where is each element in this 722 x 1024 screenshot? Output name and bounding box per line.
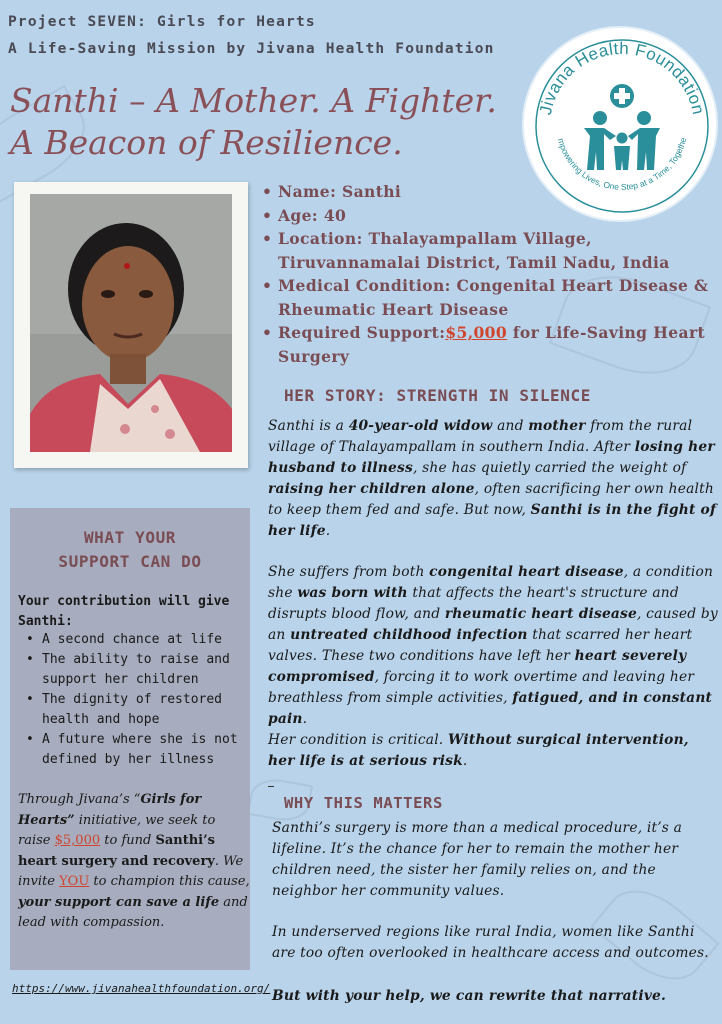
story-emphasis: losing her husband to illness xyxy=(268,439,715,476)
story-text: Her condition is critical. xyxy=(268,732,448,748)
fact-required-support xyxy=(262,321,720,368)
support-text: . We invite xyxy=(18,853,244,889)
story-text: and xyxy=(492,418,529,434)
support-emphasis: your support can save a life xyxy=(18,894,220,910)
support-amount: $5,000 xyxy=(54,833,101,848)
list-item: • A second chance at life xyxy=(24,630,246,650)
fact-condition xyxy=(262,274,720,321)
fact-location-line1: Location: Thalayampallam Village, xyxy=(278,229,592,248)
fact-location-line2: Tiruvannamalai District, Tamil Nadu, India xyxy=(278,252,670,272)
story-text: . xyxy=(462,753,468,769)
matters-paragraph-1: Santhi’s surgery is more than a medical procedure, it’s a lifeline. It’s the chance for her to remain the mother her children need, the sister her family relies on, and the neighbor her community values. xyxy=(272,820,683,899)
fact-location xyxy=(262,227,720,274)
list-item: • The dignity of restored health and hope xyxy=(24,690,246,730)
photo-frame xyxy=(14,182,248,468)
fact-support-suffix-2: Surgery xyxy=(278,346,350,366)
support-text: initiative, we seek to raise xyxy=(18,812,216,848)
story-emphasis: rheumatic heart disease xyxy=(444,606,638,622)
story-heading: HER STORY: STRENGTH IN SILENCE xyxy=(284,386,591,405)
page-title xyxy=(10,80,530,164)
matters-heading: WHY THIS MATTERS xyxy=(284,794,443,812)
story-text: , a condition she xyxy=(268,564,714,601)
support-call-to-action xyxy=(18,790,250,934)
divider xyxy=(268,786,274,787)
support-heading-line1: WHAT YOUR xyxy=(83,528,177,547)
story-text: . xyxy=(325,523,331,539)
project-subtitle: A Life-Saving Mission by Jivana Health Foundation xyxy=(8,41,495,57)
fact-name: • Name: Santhi xyxy=(262,180,720,204)
story-text: She suffers from both xyxy=(268,564,430,580)
support-text: Through Jivana’s “ xyxy=(18,792,141,807)
support-text: and lead with compassion. xyxy=(18,894,248,930)
story-emphasis: mother xyxy=(528,418,586,434)
story-text: , caused by an xyxy=(268,606,718,643)
list-item: • The ability to raise and support her children xyxy=(24,650,246,690)
logo-tagline-text: mpowering Lives, One Step at a Time, Togethe xyxy=(555,136,689,192)
profile-facts-list xyxy=(262,180,720,368)
story-text: , often sacrificing her own health to keep them fed and safe. But now, xyxy=(268,481,714,518)
matters-paragraph-2: In underserved regions like rural India, women like Santhi are too often overlooked in healthcare access and outcomes. xyxy=(272,924,709,961)
santhi-portrait-photo xyxy=(30,194,232,452)
story-text: , she has quietly carried the weight of xyxy=(412,460,687,476)
fact-age: • Age: 40 xyxy=(262,204,720,228)
project-title: Project SEVEN: Girls for Hearts xyxy=(8,14,316,30)
support-heading-line2: SUPPORT CAN DO xyxy=(58,552,202,571)
story-emphasis: was born with xyxy=(297,585,408,601)
support-heading xyxy=(10,526,250,574)
support-intro: Your contribution will give Santhi: xyxy=(18,594,230,629)
story-text: . xyxy=(302,711,308,727)
story-emphasis: untreated childhood infection xyxy=(290,627,528,643)
list-item: • A future where she is not defined by her illness xyxy=(24,730,246,770)
story-text: that scarred her heart valves. These two conditions have left her xyxy=(268,627,693,664)
fact-condition-line1: Medical Condition: Congenital Heart Disease & xyxy=(278,276,709,295)
story-emphasis: congenital heart disease xyxy=(429,564,624,580)
story-emphasis: heart severely compromised xyxy=(268,648,687,685)
story-paragraph-3 xyxy=(268,730,720,772)
story-emphasis: fatigued, and in constant pain xyxy=(268,690,713,727)
support-box xyxy=(10,508,250,970)
story-text: that affects the heart's structure and disrupts blood flow, and xyxy=(268,585,679,622)
story-text: , forcing it to work overtime and leaving her breathless from simple activities, xyxy=(268,669,695,706)
story-paragraph-1 xyxy=(268,416,720,542)
family-figure-icon xyxy=(584,128,616,170)
story-emphasis: Santhi is in the fight of her life xyxy=(268,502,717,539)
support-text: to fund xyxy=(100,833,156,848)
story-emphasis: 40-year-old widow xyxy=(348,418,493,434)
fact-support-label: Required Support: xyxy=(278,323,446,342)
story-text: from the rural village of Thalayampallam in southern India. After xyxy=(268,418,693,455)
support-emphasis: Girls for Hearts” xyxy=(18,792,202,828)
fact-support-suffix: for Life-Saving Heart xyxy=(507,323,706,342)
foundation-website-link[interactable]: https://www.jivanahealthfoundation.org/ xyxy=(12,982,271,995)
fact-support-amount: $5,000 xyxy=(445,323,508,342)
logo-name-text: Jivana Health Foundation xyxy=(535,38,709,117)
matters-paragraph-3: But with your help, we can rewrite that narrative. xyxy=(272,988,667,1004)
page-title-line1: Santhi – A Mother. A Fighter. xyxy=(10,81,497,120)
support-emphasis: Santhi’s heart surgery and recovery xyxy=(18,833,215,869)
fact-condition-line2: Rheumatic Heart Disease xyxy=(278,299,509,319)
story-emphasis: raising her children alone xyxy=(268,481,475,497)
story-text: Santhi is a xyxy=(268,418,349,434)
support-text: to champion this cause, xyxy=(89,874,250,889)
support-you-highlight: YOU xyxy=(59,874,90,889)
story-emphasis: Without surgical intervention, her life is at serious risk xyxy=(268,732,689,769)
story-paragraph-2 xyxy=(268,562,720,730)
support-benefits-list xyxy=(24,630,246,770)
page-title-line2: A Beacon of Resilience. xyxy=(10,123,403,162)
